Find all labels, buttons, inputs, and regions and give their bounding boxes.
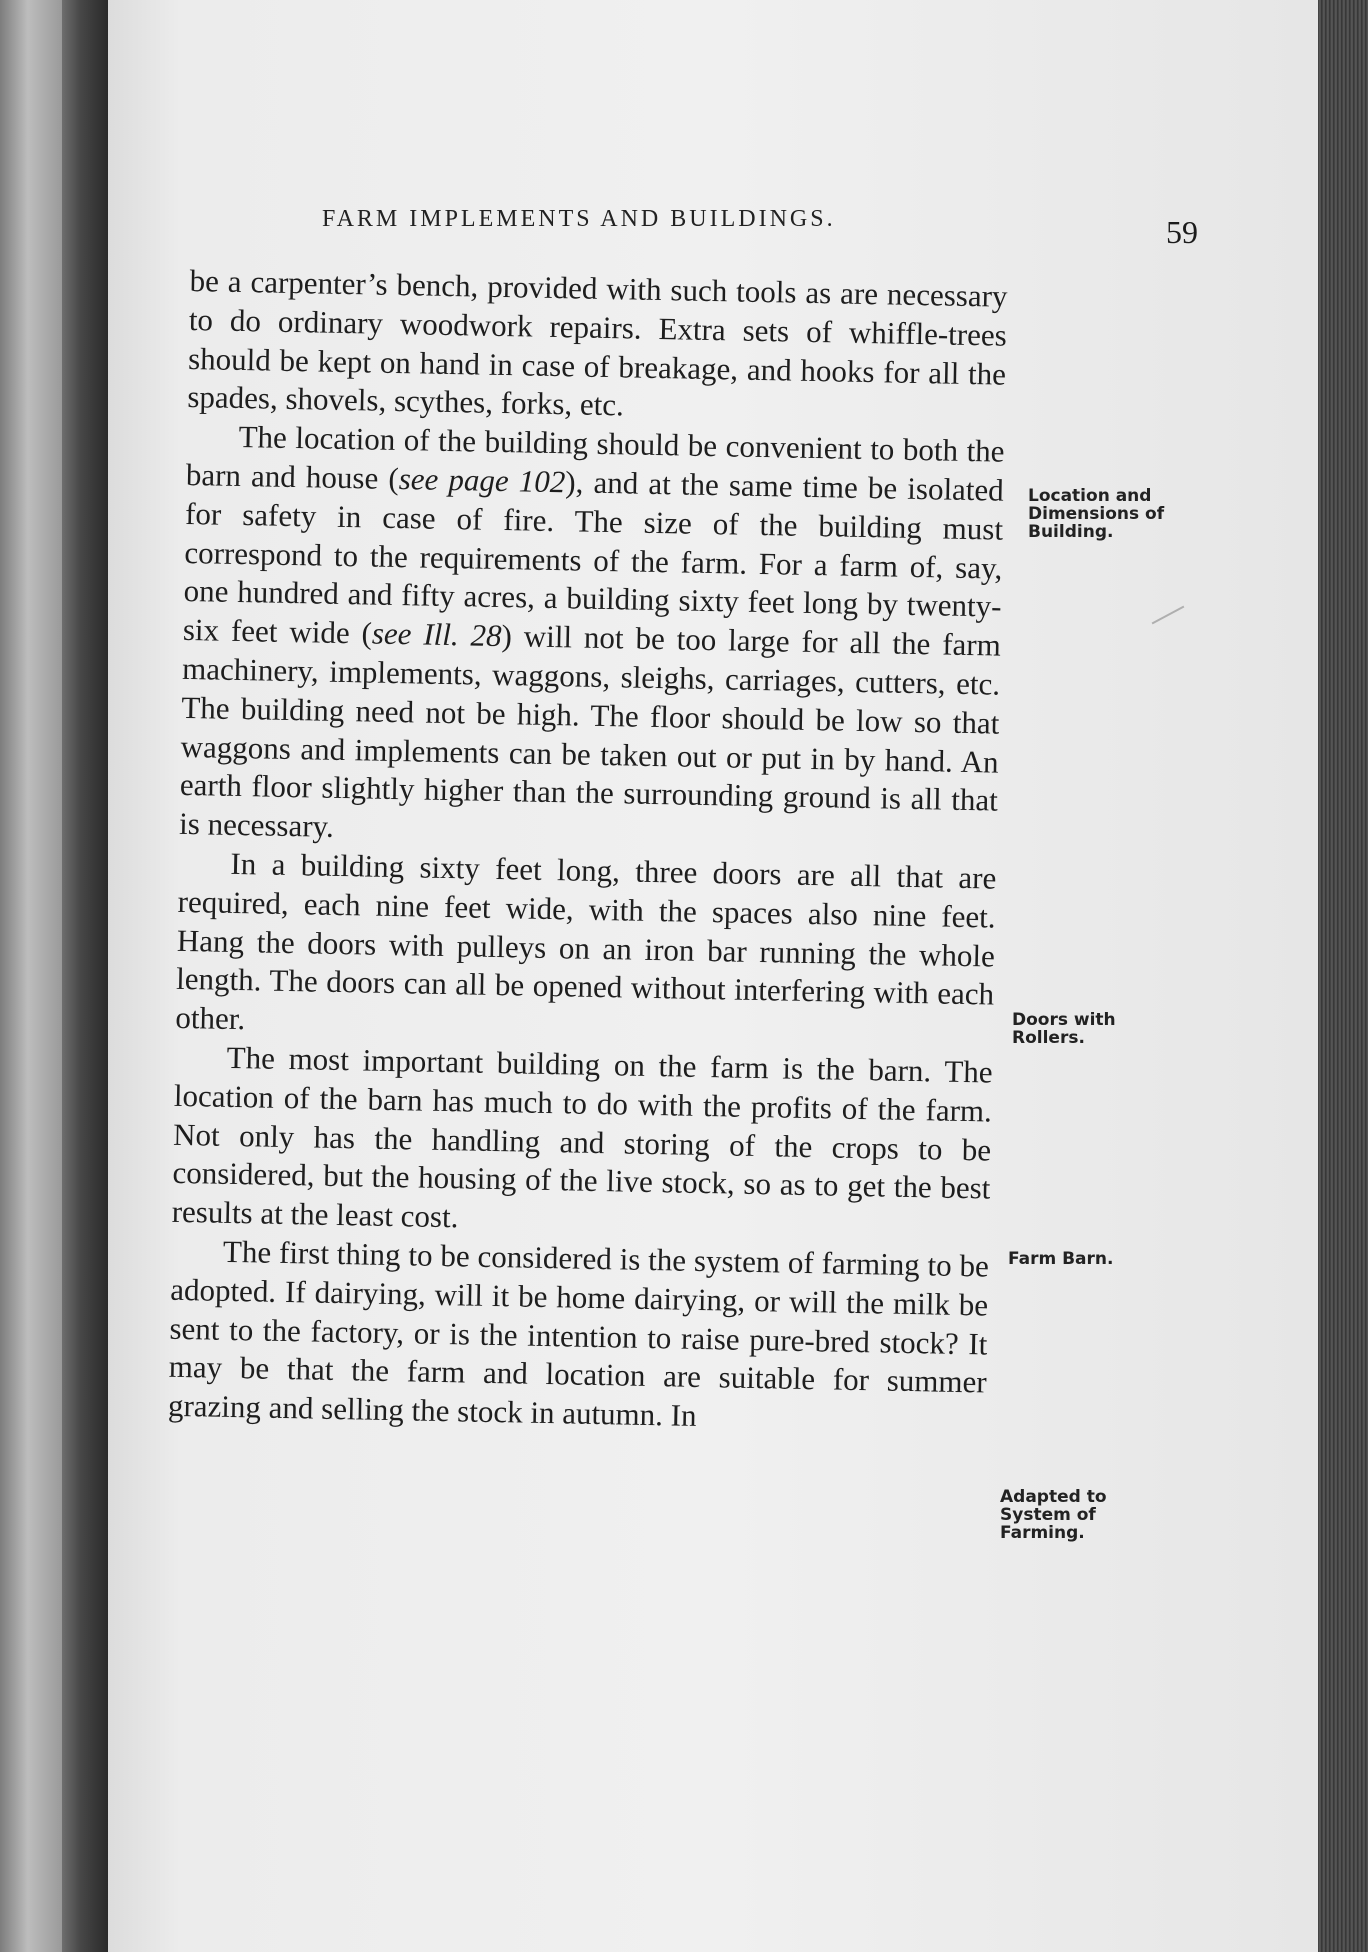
- illustration-reference: see Ill. 28: [371, 615, 502, 654]
- body-text: [168, 262, 1008, 1441]
- side-note-barn: [1008, 1250, 1178, 1268]
- page-number: 59: [1166, 214, 1198, 250]
- side-note-line: Farm Barn.: [1008, 1249, 1114, 1269]
- text-run: The location of the building should be convenient to both the barn and house (: [185, 419, 1005, 497]
- text-run: be a carpenter’s bench, provided with such tools as are necessary to do ordinary woodwork repairs. Extra sets of whiffle-trees should be kept on hand in case of breakage, and hooks for all the spades, shovels, scythes, forks, etc.: [187, 262, 1008, 423]
- facing-page-edge: [0, 0, 62, 1952]
- page-reference: see page 102: [398, 461, 566, 500]
- paragraph: [171, 1038, 993, 1248]
- text-run: ) will not be too large for all the farm machinery, implements, waggons, sleighs, carriages, cutters, etc. The building need not be high. The floor should be low so that waggons and implements can be taken out or put in by hand. An earth floor slightly higher than the surrounding ground is all that is necessary.: [178, 618, 1002, 845]
- side-note-line: Rollers.: [1012, 1028, 1085, 1048]
- running-head: FARM IMPLEMENTS AND BUILDINGS.: [322, 206, 836, 232]
- book-gutter: [62, 0, 108, 1952]
- paragraph: [187, 262, 1008, 433]
- paragraph: [175, 844, 997, 1054]
- side-note-line: Farming.: [1000, 1523, 1085, 1543]
- text-run: The most important building on the farm is the barn. The location of the barn has much to do with the profits of the farm. Not only has the handling and storing of the crops to be considered, but the housing of the live stock, so as to get the best results at the least cost.: [171, 1039, 993, 1235]
- side-note-line: System of: [1000, 1505, 1096, 1525]
- text-run: ), and at the same time be isolated for safety in case of fire. The size of the building must correspond to the requirements of the farm. For a farm of, say, one hundred and fifty acres, a building sixty feet long by twenty-six feet wide (: [182, 464, 1005, 651]
- side-note-line: Dimensions of: [1028, 504, 1165, 524]
- side-note-system: [1000, 1488, 1170, 1542]
- text-run: In a building sixty feet long, three doors are all that are required, each nine feet wide, with the spaces also nine feet. Hang the doors with pulleys on an iron bar running the whole length. The doors can all be opened without interfering with each other.: [175, 845, 997, 1037]
- side-note-location: [1028, 487, 1198, 541]
- text-run: The first thing to be considered is the system of farming to be adopted. If dairying, will it be home dairying, or will the milk be sent to the factory, or is the intention to raise pure-bred stock? It may be that the farm and location are suitable for summer grazing and selling the stock in autumn. In: [167, 1233, 990, 1434]
- paragraph: [168, 1232, 990, 1442]
- side-note-doors: [1012, 1011, 1182, 1047]
- side-note-line: Doors with: [1012, 1010, 1116, 1030]
- side-note-line: Adapted to: [1000, 1487, 1107, 1507]
- paragraph: [179, 417, 1005, 859]
- side-note-line: Building.: [1028, 522, 1114, 542]
- page-edges: [1318, 0, 1368, 1952]
- side-note-line: Location and: [1028, 486, 1152, 506]
